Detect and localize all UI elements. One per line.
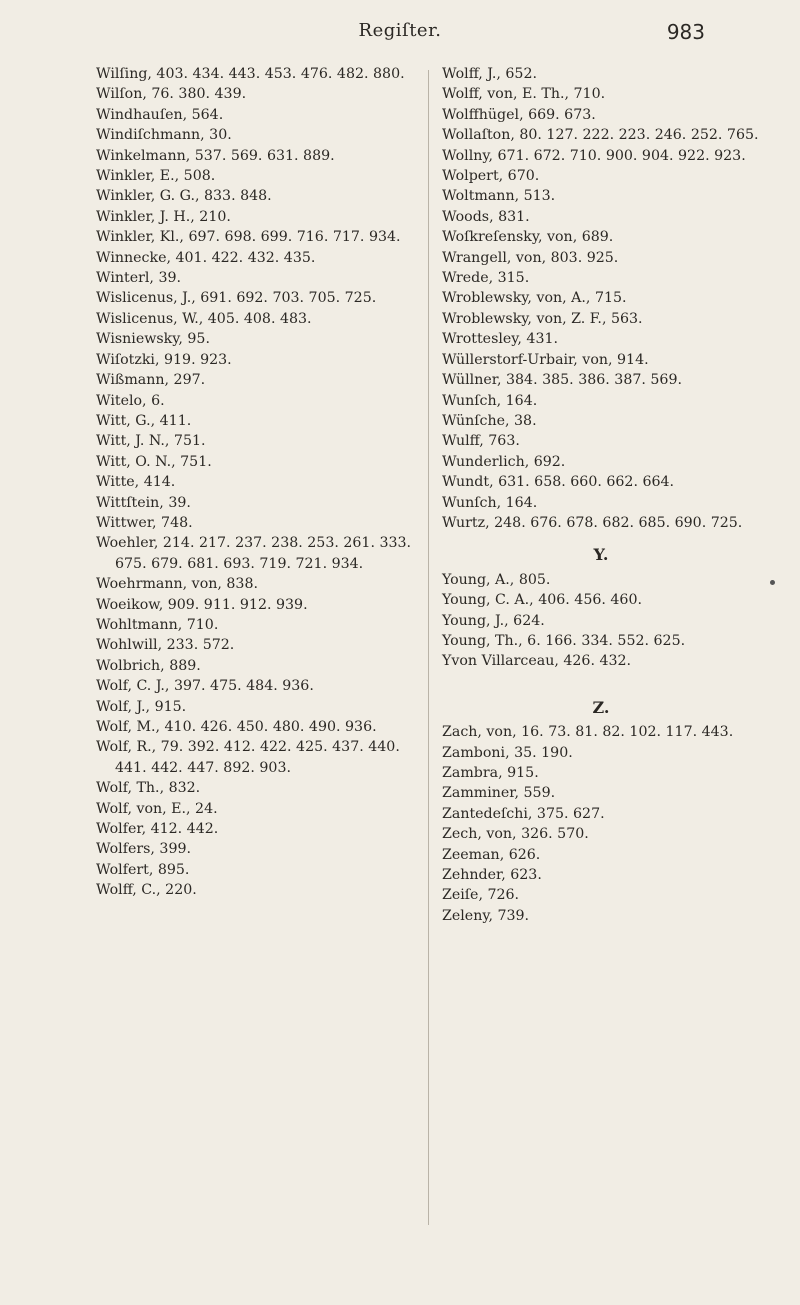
index-entry: Yvon Villarceau, 426. 432.: [442, 653, 632, 670]
index-entry: Wolfer, 412. 442.: [96, 821, 219, 838]
index-entry: Woehrmann, von, 838.: [96, 576, 258, 593]
index-entry: Zehnder, 623.: [442, 867, 542, 884]
index-entry: Wolf, R., 79. 392. 412. 422. 425. 437. 440. 441. 442. 447. 892. 903.: [96, 739, 400, 776]
index-entry: Wrede, 315.: [442, 270, 530, 287]
index-entry: Wolffhügel, 669. 673.: [442, 106, 596, 123]
section-heading-y: Y.: [593, 545, 609, 565]
index-entry: Wundt, 631. 658. 660. 662. 664.: [442, 474, 675, 491]
index-entry: Witte, 414.: [96, 474, 176, 491]
right-column: [442, 64, 760, 926]
page-number: 983: [666, 20, 705, 44]
index-entry: Wislicenus, W., 405. 408. 483.: [96, 310, 312, 327]
index-entry: Wroblewsky, von, Z. F., 563.: [442, 310, 643, 327]
index-entry: Wilſon, 76. 380. 439.: [96, 86, 247, 103]
index-entry: Winkelmann, 537. 569. 631. 889.: [96, 147, 335, 164]
index-entry: Wollny, 671. 672. 710. 900. 904. 922. 923.: [442, 147, 746, 164]
index-entry: Winkler, G. G., 833. 848.: [96, 188, 272, 205]
index-entry: Wroblewsky, von, A., 715.: [442, 290, 627, 307]
index-entry: Witt, O. N., 751.: [96, 453, 212, 470]
index-entry: Wißmann, 297.: [96, 372, 206, 389]
index-entry: Witelo, 6.: [96, 392, 165, 409]
running-title: Regiſter.: [358, 20, 442, 41]
index-entry: Wolf, Th., 832.: [96, 780, 201, 797]
index-entry: Wünſche, 38.: [442, 412, 537, 429]
index-entry: Young, J., 624.: [442, 612, 545, 629]
index-entry: Woehler, 214. 217. 237. 238. 253. 261. 333. 675. 679. 681. 693. 719. 721. 934.: [96, 535, 412, 572]
index-entry: Winkler, J. H., 210.: [96, 208, 231, 225]
ink-speck: [770, 580, 775, 585]
index-entry: Woltmann, 513.: [442, 188, 556, 205]
index-entry: Zech, von, 326. 570.: [442, 826, 589, 843]
index-entry: Wunſch, 164.: [442, 494, 538, 511]
index-entry: Wulff, 763.: [442, 433, 520, 450]
index-entry: Wolf, M., 410. 426. 450. 480. 490. 936.: [96, 719, 377, 735]
index-entry: Wüllerstorf-Urbair, von, 914.: [442, 351, 649, 368]
index-entry: Zeiſe, 726.: [442, 887, 520, 904]
index-entry: Zeeman, 626.: [442, 846, 541, 863]
index-entry: Wrottesley, 431.: [442, 331, 559, 348]
index-entry: Wolff, C., 220.: [96, 882, 197, 899]
index-entry: Young, C. A., 406. 456. 460.: [442, 592, 642, 609]
index-entry: Wiſotzki, 919. 923.: [96, 351, 232, 368]
z-entries: [442, 722, 760, 926]
index-entry: Young, A., 805.: [442, 571, 551, 588]
page-header: [0, 20, 800, 50]
index-entry: Wittſtein, 39.: [96, 494, 191, 511]
index-entry: Wittwer, 748.: [96, 514, 193, 531]
index-entry: Wilſing, 403. 434. 443. 453. 476. 482. 880.: [96, 66, 405, 82]
index-entry: Wüllner, 384. 385. 386. 387. 569.: [442, 372, 682, 389]
index-entry: Winkler, Kl., 697. 698. 699. 716. 717. 934.: [96, 229, 401, 246]
index-entry: Wrangell, von, 803. 925.: [442, 249, 619, 266]
index-entry: Zambra, 915.: [442, 765, 539, 781]
index-entry: Wolf, C. J., 397. 475. 484. 936.: [96, 678, 314, 695]
index-entry: Wunſch, 164.: [442, 392, 538, 409]
index-entry: Wunderlich, 692.: [442, 453, 566, 470]
index-entry: Wohlwill, 233. 572.: [96, 637, 235, 654]
section-heading-z: Z.: [592, 697, 610, 717]
index-entry: Wolf, von, E., 24.: [96, 800, 218, 817]
index-entry: Woſkreſensky, von, 689.: [442, 229, 614, 246]
index-entry: Witt, G., 411.: [96, 412, 192, 429]
index-entry: Zach, von, 16. 73. 81. 82. 102. 117. 443.: [442, 724, 734, 741]
index-entry: Wisniewsky, 95.: [96, 331, 210, 348]
index-entry: Wolff, J., 652.: [442, 66, 537, 82]
left-column: [96, 64, 414, 901]
index-entry: Zantedeſchi, 375. 627.: [442, 805, 605, 822]
index-entry: Wolfert, 895.: [96, 861, 190, 878]
index-entry: Wolpert, 670.: [442, 168, 540, 185]
index-entry: Wolfers, 399.: [96, 841, 192, 858]
index-entry: Zeleny, 739.: [442, 907, 530, 924]
index-entry: Wolff, von, E. Th., 710.: [442, 86, 606, 103]
index-entry: Witt, J. N., 751.: [96, 433, 206, 450]
index-entry: Zamminer, 559.: [442, 785, 556, 802]
index-entry: Zamboni, 35. 190.: [442, 744, 573, 761]
index-entry: Wurtz, 248. 676. 678. 682. 685. 690. 725.: [442, 514, 743, 531]
column-divider: [428, 70, 429, 1225]
index-entry: Wolf, J., 915.: [96, 698, 187, 715]
index-entry: Wolbrich, 889.: [96, 657, 201, 674]
index-entry: Woods, 831.: [442, 208, 530, 225]
index-entry: Winterl, 39.: [96, 270, 182, 287]
y-entries: [442, 570, 760, 672]
index-entry: Young, Th., 6. 166. 334. 552. 625.: [442, 632, 686, 649]
index-entry: Windhauſen, 564.: [96, 106, 224, 123]
index-entry: Winkler, E., 508.: [96, 168, 216, 185]
index-entry: Woeikow, 909. 911. 912. 939.: [96, 596, 308, 613]
index-entry: Winnecke, 401. 422. 432. 435.: [96, 249, 316, 266]
index-entry: Wohltmann, 710.: [96, 616, 219, 633]
w-entries: [442, 64, 760, 533]
index-entry: Wollaſton, 80. 127. 222. 223. 246. 252. 765.: [442, 127, 759, 144]
index-entry: Wislicenus, J., 691. 692. 703. 705. 725.: [96, 290, 377, 307]
index-entry: Windiſchmann, 30.: [96, 127, 232, 144]
